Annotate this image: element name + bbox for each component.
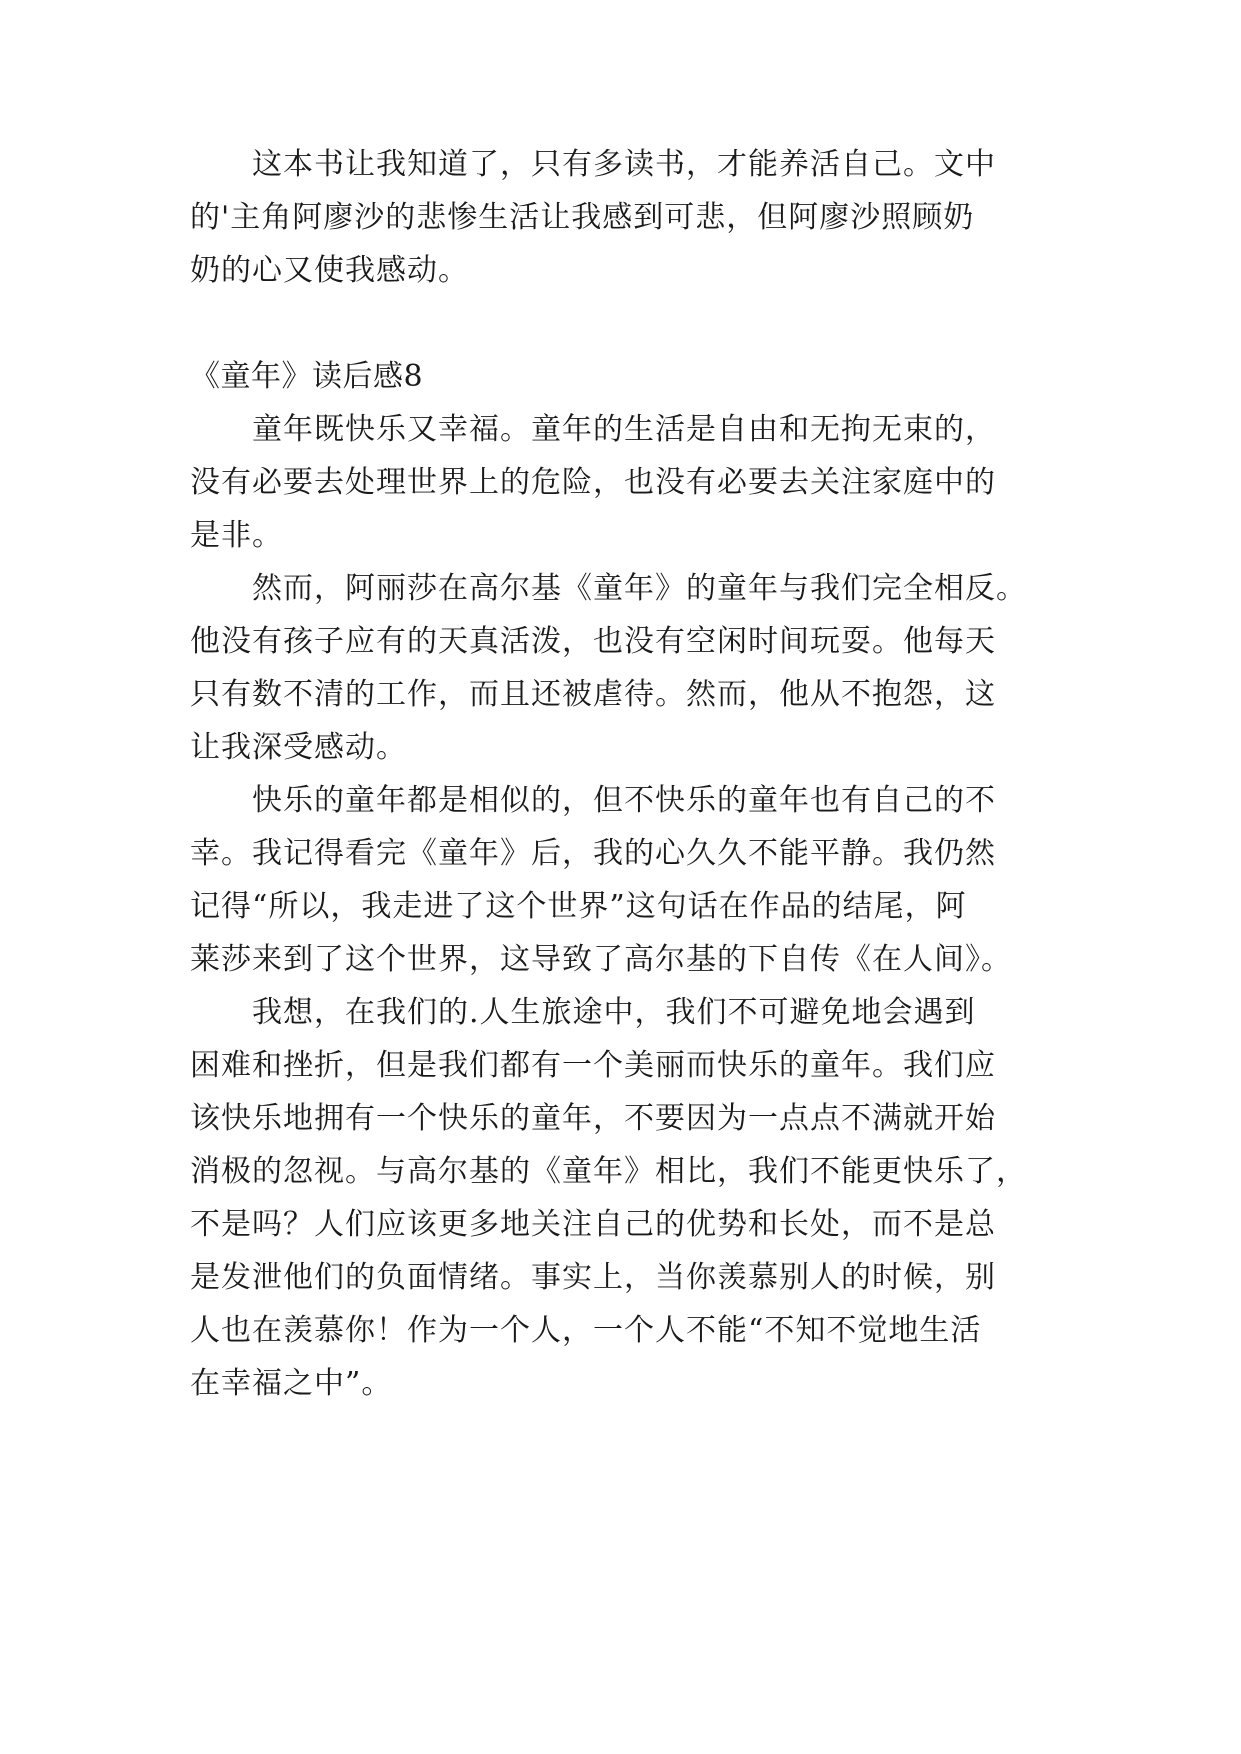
paragraph-line: 他没有孩子应有的天真活泼，也没有空闲时间玩耍。他每天 [190,624,996,659]
paragraph-line: 的'主角阿廖沙的悲惨生活让我感到可悲，但阿廖沙照顾奶 [190,200,975,235]
paragraph-line: 让我深受感动。 [190,730,407,765]
paragraph-line: 这本书让我知道了，只有多读书，才能养活自己。文中 [190,147,996,182]
paragraph-line: 人也在羡慕你！作为一个人，一个人不能“不知不觉地生活 [190,1313,982,1348]
paragraph-line: 不是吗？人们应该更多地关注自己的优势和长处，而不是总 [190,1207,996,1242]
paragraph-line: 是发泄他们的负面情绪。事实上，当你羡慕别人的时候，别 [190,1260,996,1295]
paragraph-line: 我想，在我们的.人生旅途中，我们不可避免地会遇到 [190,995,976,1030]
paragraph-line: 奶的心又使我感动。 [190,253,469,288]
paragraph-line: 没有必要去处理世界上的危险，也没有必要去关注家庭中的 [190,465,996,500]
paragraph-line: 然而，阿丽莎在高尔基《童年》的童年与我们完全相反。 [190,571,1027,606]
paragraph-line: 困难和挫折，但是我们都有一个美丽而快乐的童年。我们应 [190,1048,996,1083]
section-heading: 《童年》读后感8 [190,359,424,394]
paragraph-line: 该快乐地拥有一个快乐的童年，不要因为一点点不满就开始 [190,1101,996,1136]
paragraph-line: 幸。我记得看完《童年》后，我的心久久不能平静。我仍然 [190,836,996,871]
paragraph-line: 只有数不清的工作，而且还被虐待。然而，他从不抱怨，这 [190,677,996,712]
paragraph-line: 消极的忽视。与高尔基的《童年》相比，我们不能更快乐了， [190,1154,1027,1189]
paragraph-line: 快乐的童年都是相似的，但不快乐的童年也有自己的不 [190,783,996,818]
paragraph-line: 在幸福之中”。 [190,1366,393,1401]
paragraph-line: 童年既快乐又幸福。童年的生活是自由和无拘无束的， [190,412,996,447]
paragraph-line: 是非。 [190,518,283,553]
paragraph-line: 莱莎来到了这个世界，这导致了高尔基的下自传《在人间》。 [190,942,1012,977]
paragraph-line: 记得“所以，我走进了这个世界”这句话在作品的结尾，阿 [190,889,967,924]
